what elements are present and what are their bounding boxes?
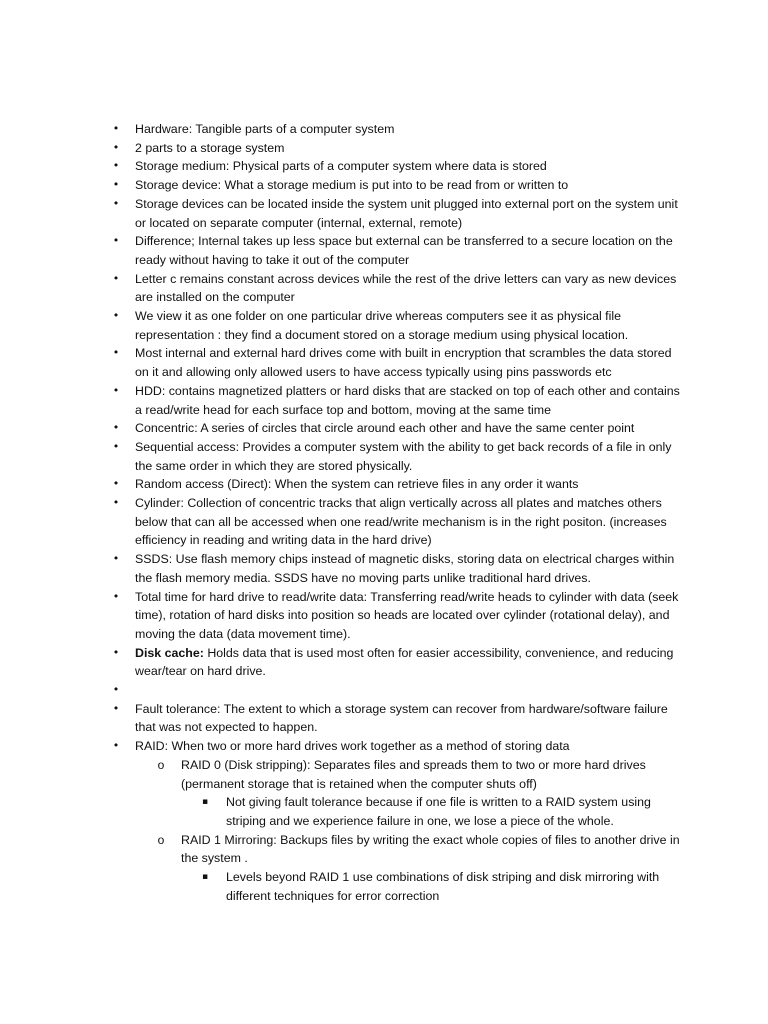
square-marker: ▪ xyxy=(201,872,209,883)
bullet-marker: • xyxy=(112,421,120,435)
list-item xyxy=(0,120,680,139)
list-item xyxy=(0,382,680,419)
list-item xyxy=(0,644,680,681)
list-item xyxy=(0,232,680,269)
list-item-text: Not giving fault tolerance because if one file is written to a RAID system using striping and we experience failure in one, we lose a piece of the whole. xyxy=(226,795,651,828)
list-item xyxy=(0,588,680,644)
bullet-marker: • xyxy=(112,178,120,192)
list-item-text: RAID: When two or more hard drives work together as a method of storing data xyxy=(135,739,570,754)
sub-list-item-raid1 xyxy=(0,831,680,868)
bullet-marker: • xyxy=(112,346,120,360)
list-item-text: Sequential access: Provides a computer system with the ability to get back records of a file in only the same order in which they are stored physically. xyxy=(135,439,672,473)
list-item-text: Levels beyond RAID 1 use combinations of disk striping and disk mirroring with different techniques for error correction xyxy=(226,870,660,903)
bullet-marker: • xyxy=(112,271,120,285)
list-item xyxy=(0,195,680,232)
list-item-text: Concentric: A series of circles that circle around each other and have the same center point xyxy=(135,421,635,436)
bullet-marker: • xyxy=(112,122,120,135)
bullet-marker: • xyxy=(112,552,120,566)
list-item-text: Storage device: What a storage medium is put into to be read from or written to xyxy=(135,178,569,193)
list-item-text: SSDS: Use flash memory chips instead of magnetic disks, storing data on electrical charges within the flash memory media. SSDS have no moving parts unlike traditional hard drives. xyxy=(135,552,675,585)
list-item-text: RAID 0 (Disk stripping): Separates files and spreads them to two or more hard drives (permanent storage that is retained when the computer shuts off) xyxy=(181,757,646,791)
list-item xyxy=(0,438,680,475)
bullet-marker: • xyxy=(112,739,120,753)
list-item-text xyxy=(135,681,680,700)
list-item-text: RAID 1 Mirroring: Backups files by writing the exact whole copies of files to another drive in the system . xyxy=(181,832,680,866)
bullet-marker: • xyxy=(112,645,120,659)
bullet-marker: • xyxy=(112,477,120,491)
list-item xyxy=(0,737,680,756)
list-item-text xyxy=(135,644,680,681)
list-item xyxy=(0,344,680,381)
bullet-marker: • xyxy=(112,589,120,603)
list-item-text: Fault tolerance: The extent to which a storage system can recover from hardware/software failure that was not expected to happen. xyxy=(135,701,668,735)
list-item-text: We view it as one folder on one particular drive whereas computers see it as physical file representation : they find a document stored on a storage medium using physical location. xyxy=(135,309,629,342)
list-item xyxy=(0,176,680,195)
sub-sub-list-item-raid1-note xyxy=(0,868,680,905)
list-item-text: Difference; Internal takes up less space but external can be transferred to a secure location on the ready without having to take it out of the computer xyxy=(135,234,673,267)
list-item xyxy=(0,494,680,550)
list-item xyxy=(0,307,680,344)
empty-list-item xyxy=(0,681,680,700)
list-item xyxy=(0,700,680,737)
list-item xyxy=(0,550,680,587)
bullet-marker: • xyxy=(112,701,120,715)
list-item-text: Cylinder: Collection of concentric tracks that align vertically across all plates and matches others below that can all be accessed when one read/write mechanism is in the right positon. (increases efficiency in reading and writing data in the hard drive) xyxy=(135,496,667,548)
list-item-text: Most internal and external hard drives come with built in encryption that scrambles the data stored on it and allowing only allowed users to have access typically using pins passwords etc xyxy=(135,346,672,380)
term-disk-cache: Disk cache: xyxy=(135,645,204,660)
bullet-marker: • xyxy=(112,383,120,397)
bullet-marker: • xyxy=(112,159,120,173)
list-item-text: Total time for hard drive to read/write data: Transferring read/write heads to cylinder with data (seek time), rotation of hard disks into position so heads are located over cylinder (rotational delay), and moving the data (data movement time). xyxy=(135,589,679,641)
bullet-marker: • xyxy=(112,309,120,323)
sub-list-item-raid0 xyxy=(0,756,680,793)
list-item-text: Letter c remains constant across devices while the rest of the drive letters can vary as new devices are installed on the computer xyxy=(135,271,677,305)
list-item-text: Storage medium: Physical parts of a computer system where data is stored xyxy=(135,159,547,174)
list-item-text: 2 parts to a storage system xyxy=(135,140,285,155)
bullet-marker: • xyxy=(112,683,120,697)
list-item xyxy=(0,157,680,176)
list-item xyxy=(0,270,680,307)
bullet-marker: • xyxy=(112,140,120,154)
bullet-list xyxy=(0,120,768,906)
list-item xyxy=(0,475,680,494)
list-item xyxy=(0,139,680,158)
circle-marker: o xyxy=(157,757,165,772)
definition-text: Holds data that is used most often for easier accessibility, convenience, and reducing wear/tear on hard drive. xyxy=(135,645,674,679)
bullet-marker: • xyxy=(112,234,120,248)
list-item-text: Hardware: Tangible parts of a computer system xyxy=(135,122,395,136)
bullet-marker: • xyxy=(112,439,120,453)
bullet-marker: • xyxy=(112,496,120,510)
square-marker: ▪ xyxy=(201,797,209,808)
list-item-text: HDD: contains magnetized platters or hard disks that are stacked on top of each other and contains a read/write head for each surface top and bottom, moving at the same time xyxy=(135,383,680,417)
sub-sub-list-item-raid0-note xyxy=(0,793,680,830)
circle-marker: o xyxy=(157,832,165,847)
bullet-marker: • xyxy=(112,196,120,210)
list-item xyxy=(0,419,680,438)
list-item-text: Storage devices can be located inside the system unit plugged into external port on the system unit or located on separate computer (internal, external, remote) xyxy=(135,196,678,230)
list-item-text: Random access (Direct): When the system can retrieve files in any order it wants xyxy=(135,477,579,492)
